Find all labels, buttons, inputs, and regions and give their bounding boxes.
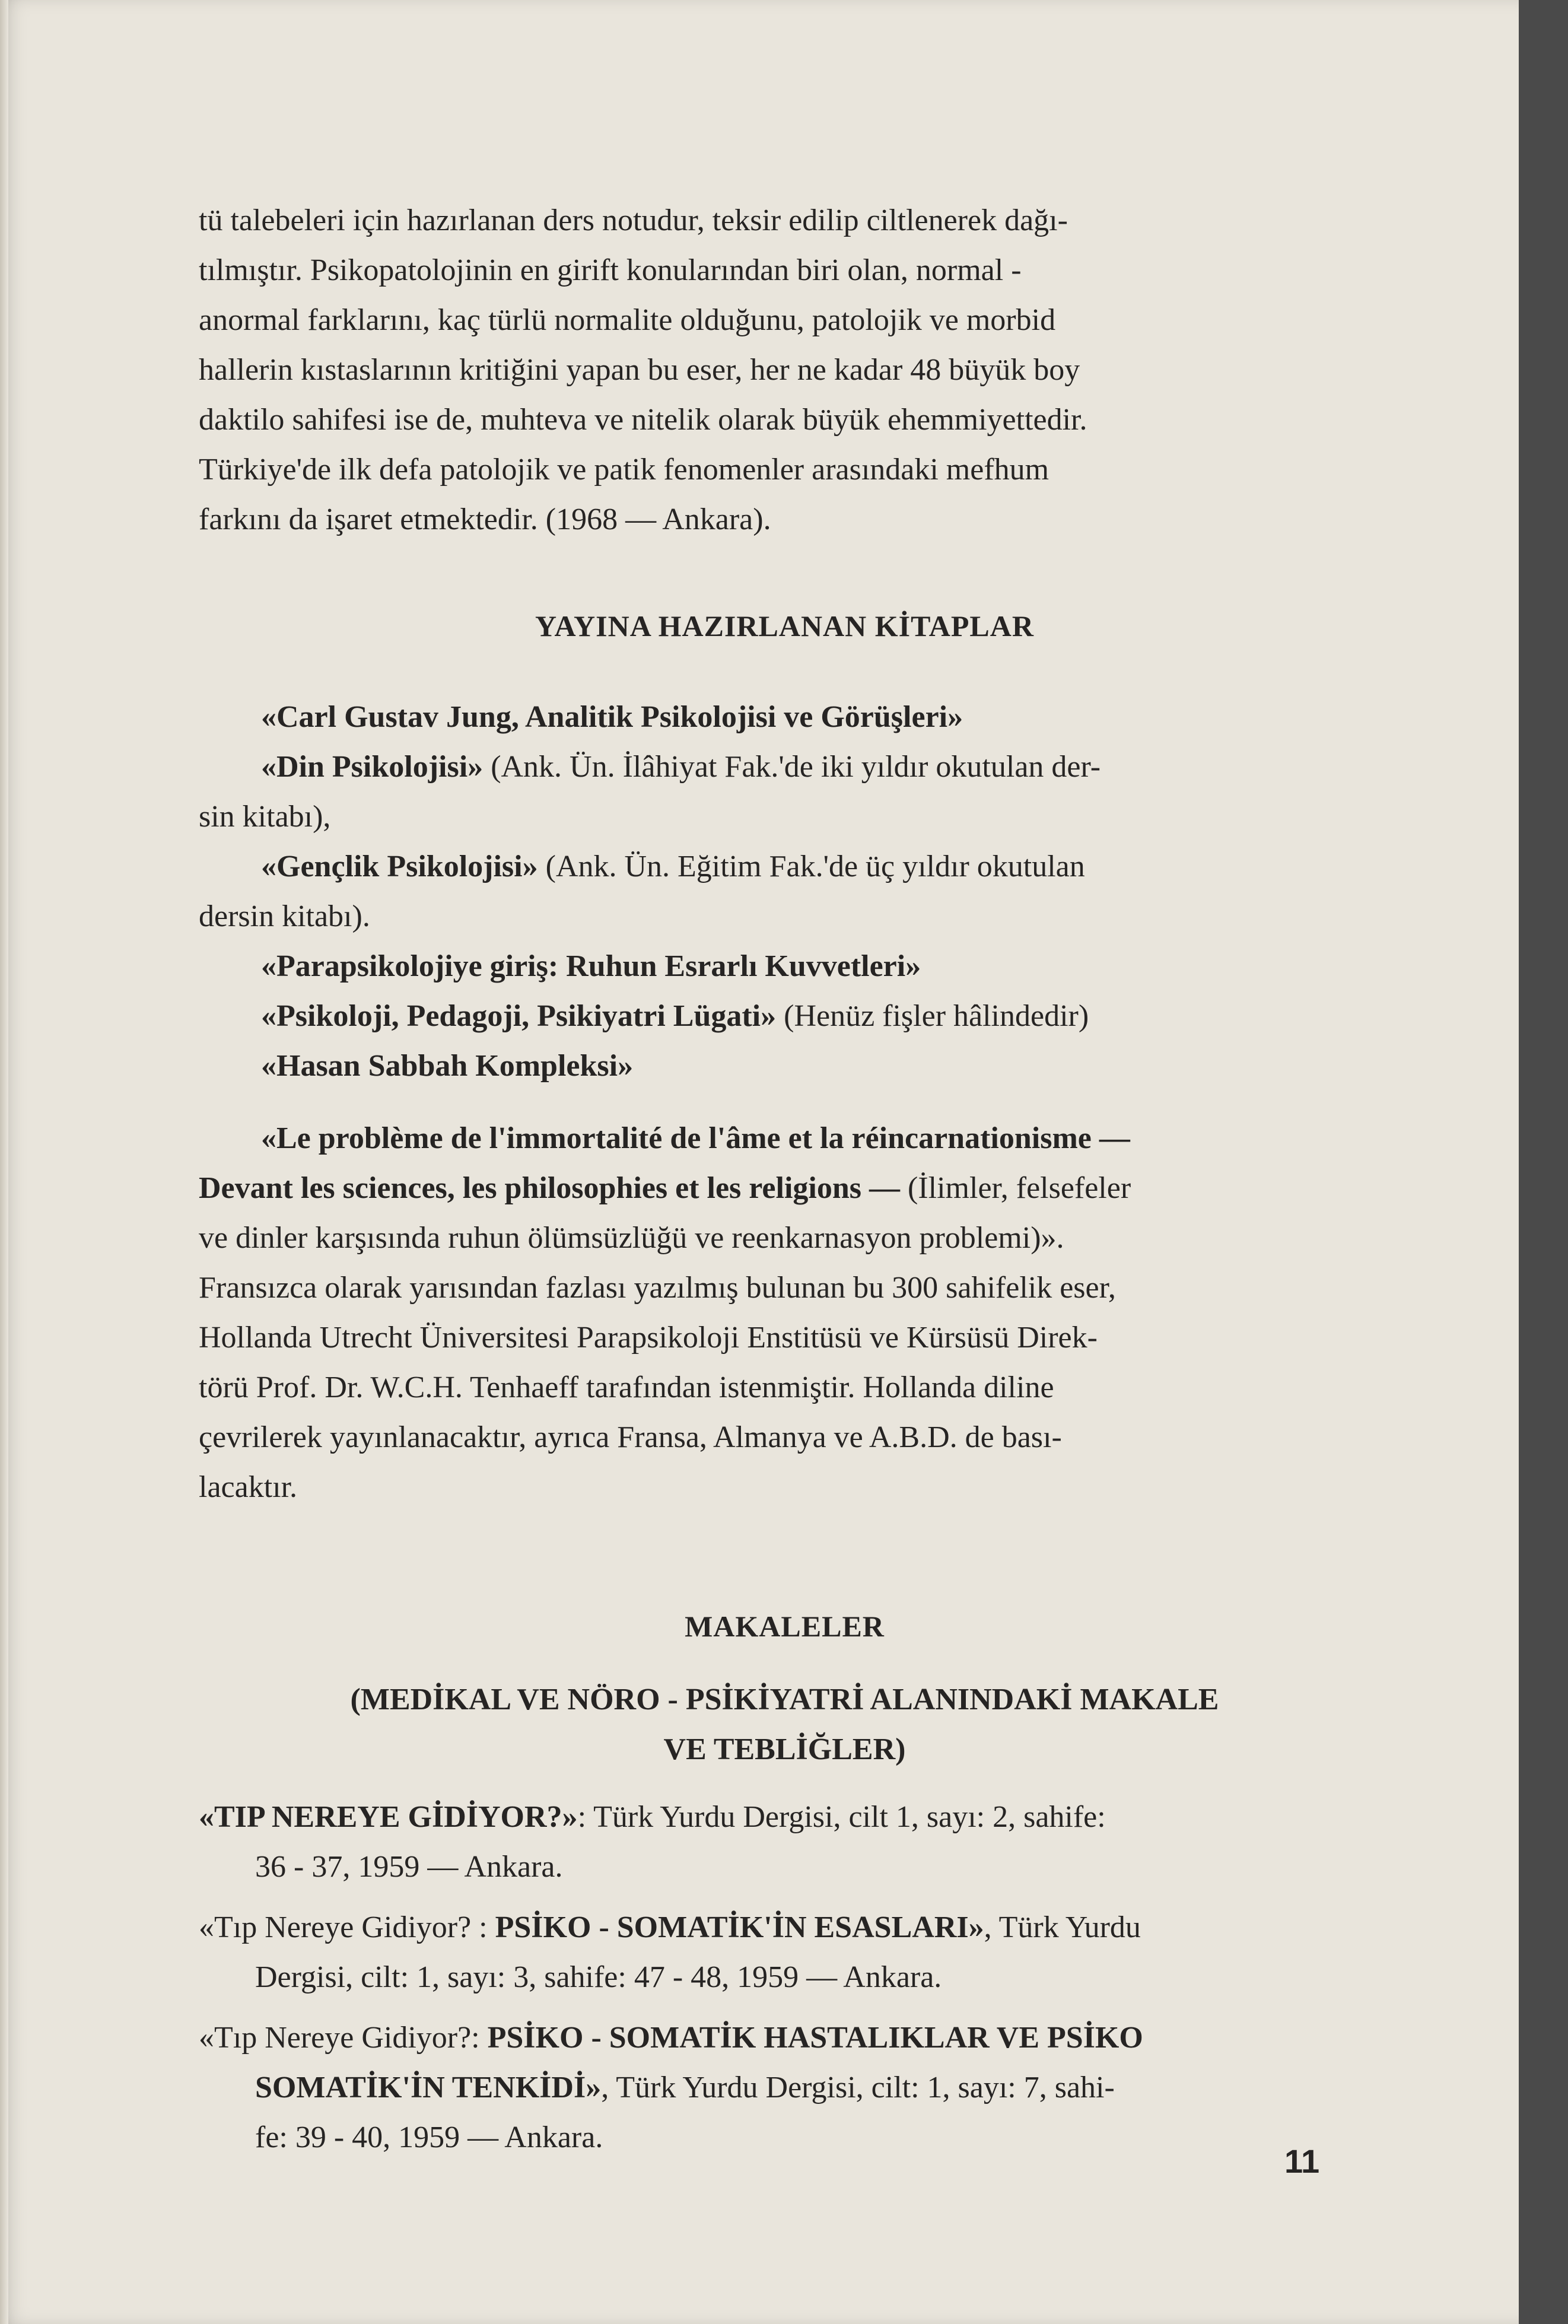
french-title-line: Devant les sciences, les philosophies et les religions — <box>199 1171 901 1205</box>
article-entry <box>199 2013 1370 2163</box>
article-entry <box>199 1792 1370 1892</box>
french-book-line: çevrilerek yayınlanacaktır, ayrıca Fransa, Almanya ve A.B.D. de bası- <box>199 1420 1062 1454</box>
french-book-line: ve dinler karşısında ruhun ölümsüzlüğü ve reenkarnasyon problemi)». <box>199 1221 1064 1255</box>
articles-heading: MAKALELER <box>685 1610 885 1643</box>
page-content <box>199 196 1370 2173</box>
intro-line: Türkiye'de ilk defa patolojik ve patik fenomenler arasındaki mefhum <box>199 453 1049 487</box>
book-entry <box>199 991 1370 1041</box>
book-title: «Carl Gustav Jung, Analitik Psikolojisi ve Görüşleri» <box>261 700 963 734</box>
book-note: (Ank. Ün. İlâhiyat Fak.'de iki yıldır okutulan der- <box>483 750 1101 784</box>
book-note: (Ank. Ün. Eğitim Fak.'de üç yıldır okutulan <box>537 850 1085 883</box>
article-source: fe: 39 - 40, 1959 — Ankara. <box>255 2120 603 2154</box>
french-title-line: «Le problème de l'immortalité de l'âme et la réincarnationisme — <box>261 1121 1130 1155</box>
book-title: «Psikoloji, Pedagoji, Psikiyatri Lügati» <box>261 999 777 1033</box>
intro-line: anormal farklarını, kaç türlü normalite olduğunu, patolojik ve morbid <box>199 303 1056 337</box>
french-book-line: Hollanda Utrecht Üniversitesi Parapsikoloji Enstitüsü ve Kürsüsü Direk- <box>199 1321 1098 1355</box>
article-source: : Türk Yurdu Dergisi, cilt 1, sayı: 2, sahife: <box>577 1800 1106 1834</box>
intro-line: tü talebeleri için hazırlanan ders notudur, teksir edilip ciltlenerek dağı- <box>199 204 1068 237</box>
french-book-line <box>199 1163 1370 1213</box>
article-source: , Türk Yurdu Dergisi, cilt: 1, sayı: 7, sahi- <box>601 2071 1115 2104</box>
intro-line: hallerin kıstaslarının kritiğini yapan bu eser, her ne kadar 48 büyük boy <box>199 353 1080 387</box>
article-source: 36 - 37, 1959 — Ankara. <box>255 1850 563 1884</box>
articles-subheading: (MEDİKAL VE NÖRO - PSİKİYATRİ ALANINDAKİ MAKALE <box>350 1683 1219 1716</box>
article-lead: «Tıp Nereye Gidiyor?: <box>199 2021 488 2055</box>
book-entry <box>199 942 1370 991</box>
intro-line: daktilo sahifesi ise de, muhteva ve nitelik olarak büyük ehemmiyettedir. <box>199 403 1087 437</box>
book-note: (Henüz fişler hâlindedir) <box>776 999 1089 1033</box>
article-title: PSİKO - SOMATİK'İN ESASLARI» <box>495 1910 984 1944</box>
book-title: «Gençlik Psikolojisi» <box>261 850 538 883</box>
french-book-line: lacaktır. <box>199 1470 298 1504</box>
book-entry <box>199 1041 1370 1091</box>
article-source: Dergisi, cilt: 1, sayı: 3, sahife: 47 - 48, 1959 — Ankara. <box>255 1960 942 1994</box>
french-book-line: Fransızca olarak yarısından fazlası yazılmış bulunan bu 300 sahifelik eser, <box>199 1271 1116 1305</box>
book-entry <box>199 842 1370 892</box>
page-number: 11 <box>1284 2142 1320 2180</box>
book-entry <box>199 742 1370 792</box>
book-entry <box>199 692 1370 742</box>
intro-line: farkını da işaret etmektedir. (1968 — Ankara). <box>199 503 771 536</box>
article-title: SOMATİK'İN TENKİDİ» <box>255 2071 602 2104</box>
books-heading: YAYINA HAZIRLANAN KİTAPLAR <box>535 609 1034 643</box>
article-title: «TIP NEREYE GİDİYOR?» <box>199 1800 578 1834</box>
article-entry <box>199 1903 1370 2002</box>
article-lead: «Tıp Nereye Gidiyor? : <box>199 1910 495 1944</box>
book-entry-cont: dersin kitabı). <box>199 899 370 933</box>
french-book-title <box>199 1114 1370 1163</box>
articles-subheading: VE TEBLİĞLER) <box>663 1732 906 1766</box>
book-title: «Parapsikolojiye giriş: Ruhun Esrarlı Kuvvetleri» <box>261 949 921 983</box>
intro-line: tılmıştır. Psikopatolojinin en girift konularından biri olan, normal - <box>199 253 1022 287</box>
book-title: «Din Psikolojisi» <box>261 750 484 784</box>
book-note: (İlimler, felsefeler <box>900 1171 1131 1205</box>
article-source: , Türk Yurdu <box>984 1910 1141 1944</box>
french-book-line: törü Prof. Dr. W.C.H. Tenhaeff tarafından istenmiştir. Hollanda diline <box>199 1371 1054 1404</box>
article-title: PSİKO - SOMATİK HASTALIKLAR VE PSİKO <box>487 2021 1143 2055</box>
book-title: «Hasan Sabbah Kompleksi» <box>261 1049 634 1083</box>
spacer <box>199 1091 1370 1114</box>
book-entry-cont: sin kitabı), <box>199 800 331 834</box>
